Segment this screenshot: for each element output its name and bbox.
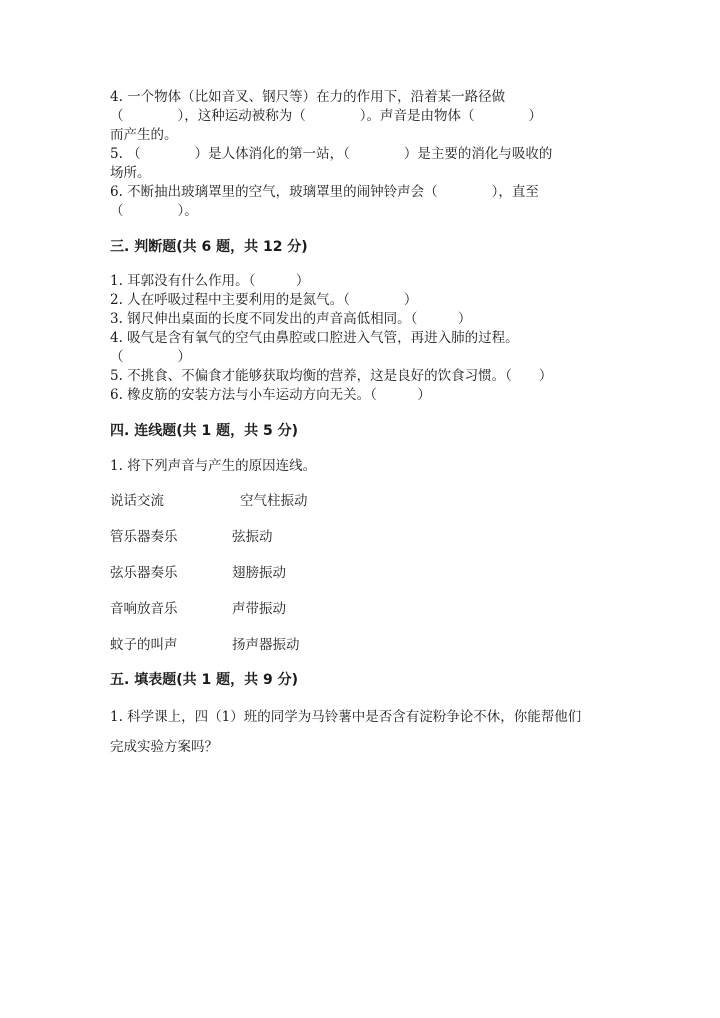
s3-item-3: 3. 钢尺伸出桌面的长度不同发出的声音高低相同。（ ） — [110, 311, 472, 327]
q6-line1: 6. 不断抽出玻璃罩里的空气，玻璃罩里的闹钟铃声会（ ），直至 — [110, 184, 539, 200]
match-right-4[interactable]: 声带振动 — [232, 601, 286, 617]
match-right-1[interactable]: 空气柱振动 — [240, 493, 308, 509]
section4-heading: 四. 连线题(共 1 题，共 5 分) — [110, 423, 298, 439]
section3-heading: 三. 判断题(共 6 题，共 12 分) — [110, 239, 308, 255]
s3-item-6: 6. 橡皮筋的安装方法与小车运动方向无关。（ ） — [110, 387, 431, 403]
s3-item-5: 5. 不挑食、不偏食才能够获取均衡的营养，这是良好的饮食习惯。（ ） — [110, 368, 553, 384]
s3-item-1: 1. 耳郭没有什么作用。（ ） — [110, 273, 310, 289]
section5-heading: 五. 填表题(共 1 题，共 9 分) — [110, 672, 298, 688]
s3-item-4-blank: （ ） — [110, 349, 191, 365]
match-right-3[interactable]: 翅膀振动 — [232, 565, 286, 581]
s5-question-line2: 完成实验方案吗？ — [110, 739, 218, 755]
match-left-4[interactable]: 音响放音乐 — [110, 601, 178, 617]
match-left-3[interactable]: 弦乐器奏乐 — [110, 565, 178, 581]
s5-question-line1: 1. 科学课上，四（1）班的同学为马铃薯中是否含有淀粉争论不休，你能帮他们 — [110, 709, 582, 725]
q4-line1: 4. 一个物体（比如音叉、钢尺等）在力的作用下，沿着某一路径做 — [110, 89, 506, 105]
s4-question: 1. 将下列声音与产生的原因连线。 — [110, 458, 317, 474]
q5-line2: 场所。 — [110, 165, 151, 181]
q4-line3: 而产生的。 — [110, 127, 178, 143]
match-left-1[interactable]: 说话交流 — [110, 493, 164, 509]
match-left-5[interactable]: 蚊子的叫声 — [110, 637, 178, 653]
q4-line2: （ ），这种运动被称为（ ）。声音是由物体（ ） — [110, 108, 542, 124]
s3-item-4: 4. 吸气是含有氧气的空气由鼻腔或口腔进入气管，再进入肺的过程。 — [110, 330, 519, 346]
q5-line1: 5. （ ）是人体消化的第一站，（ ）是主要的消化与吸收的 — [110, 146, 553, 162]
match-left-2[interactable]: 管乐器奏乐 — [110, 529, 178, 545]
q6-line2: （ ）。 — [110, 203, 198, 219]
s3-item-2: 2. 人在呼吸过程中主要利用的是氮气。（ ） — [110, 292, 418, 308]
match-right-2[interactable]: 弦振动 — [232, 529, 273, 545]
match-right-5[interactable]: 扬声器振动 — [232, 637, 300, 653]
